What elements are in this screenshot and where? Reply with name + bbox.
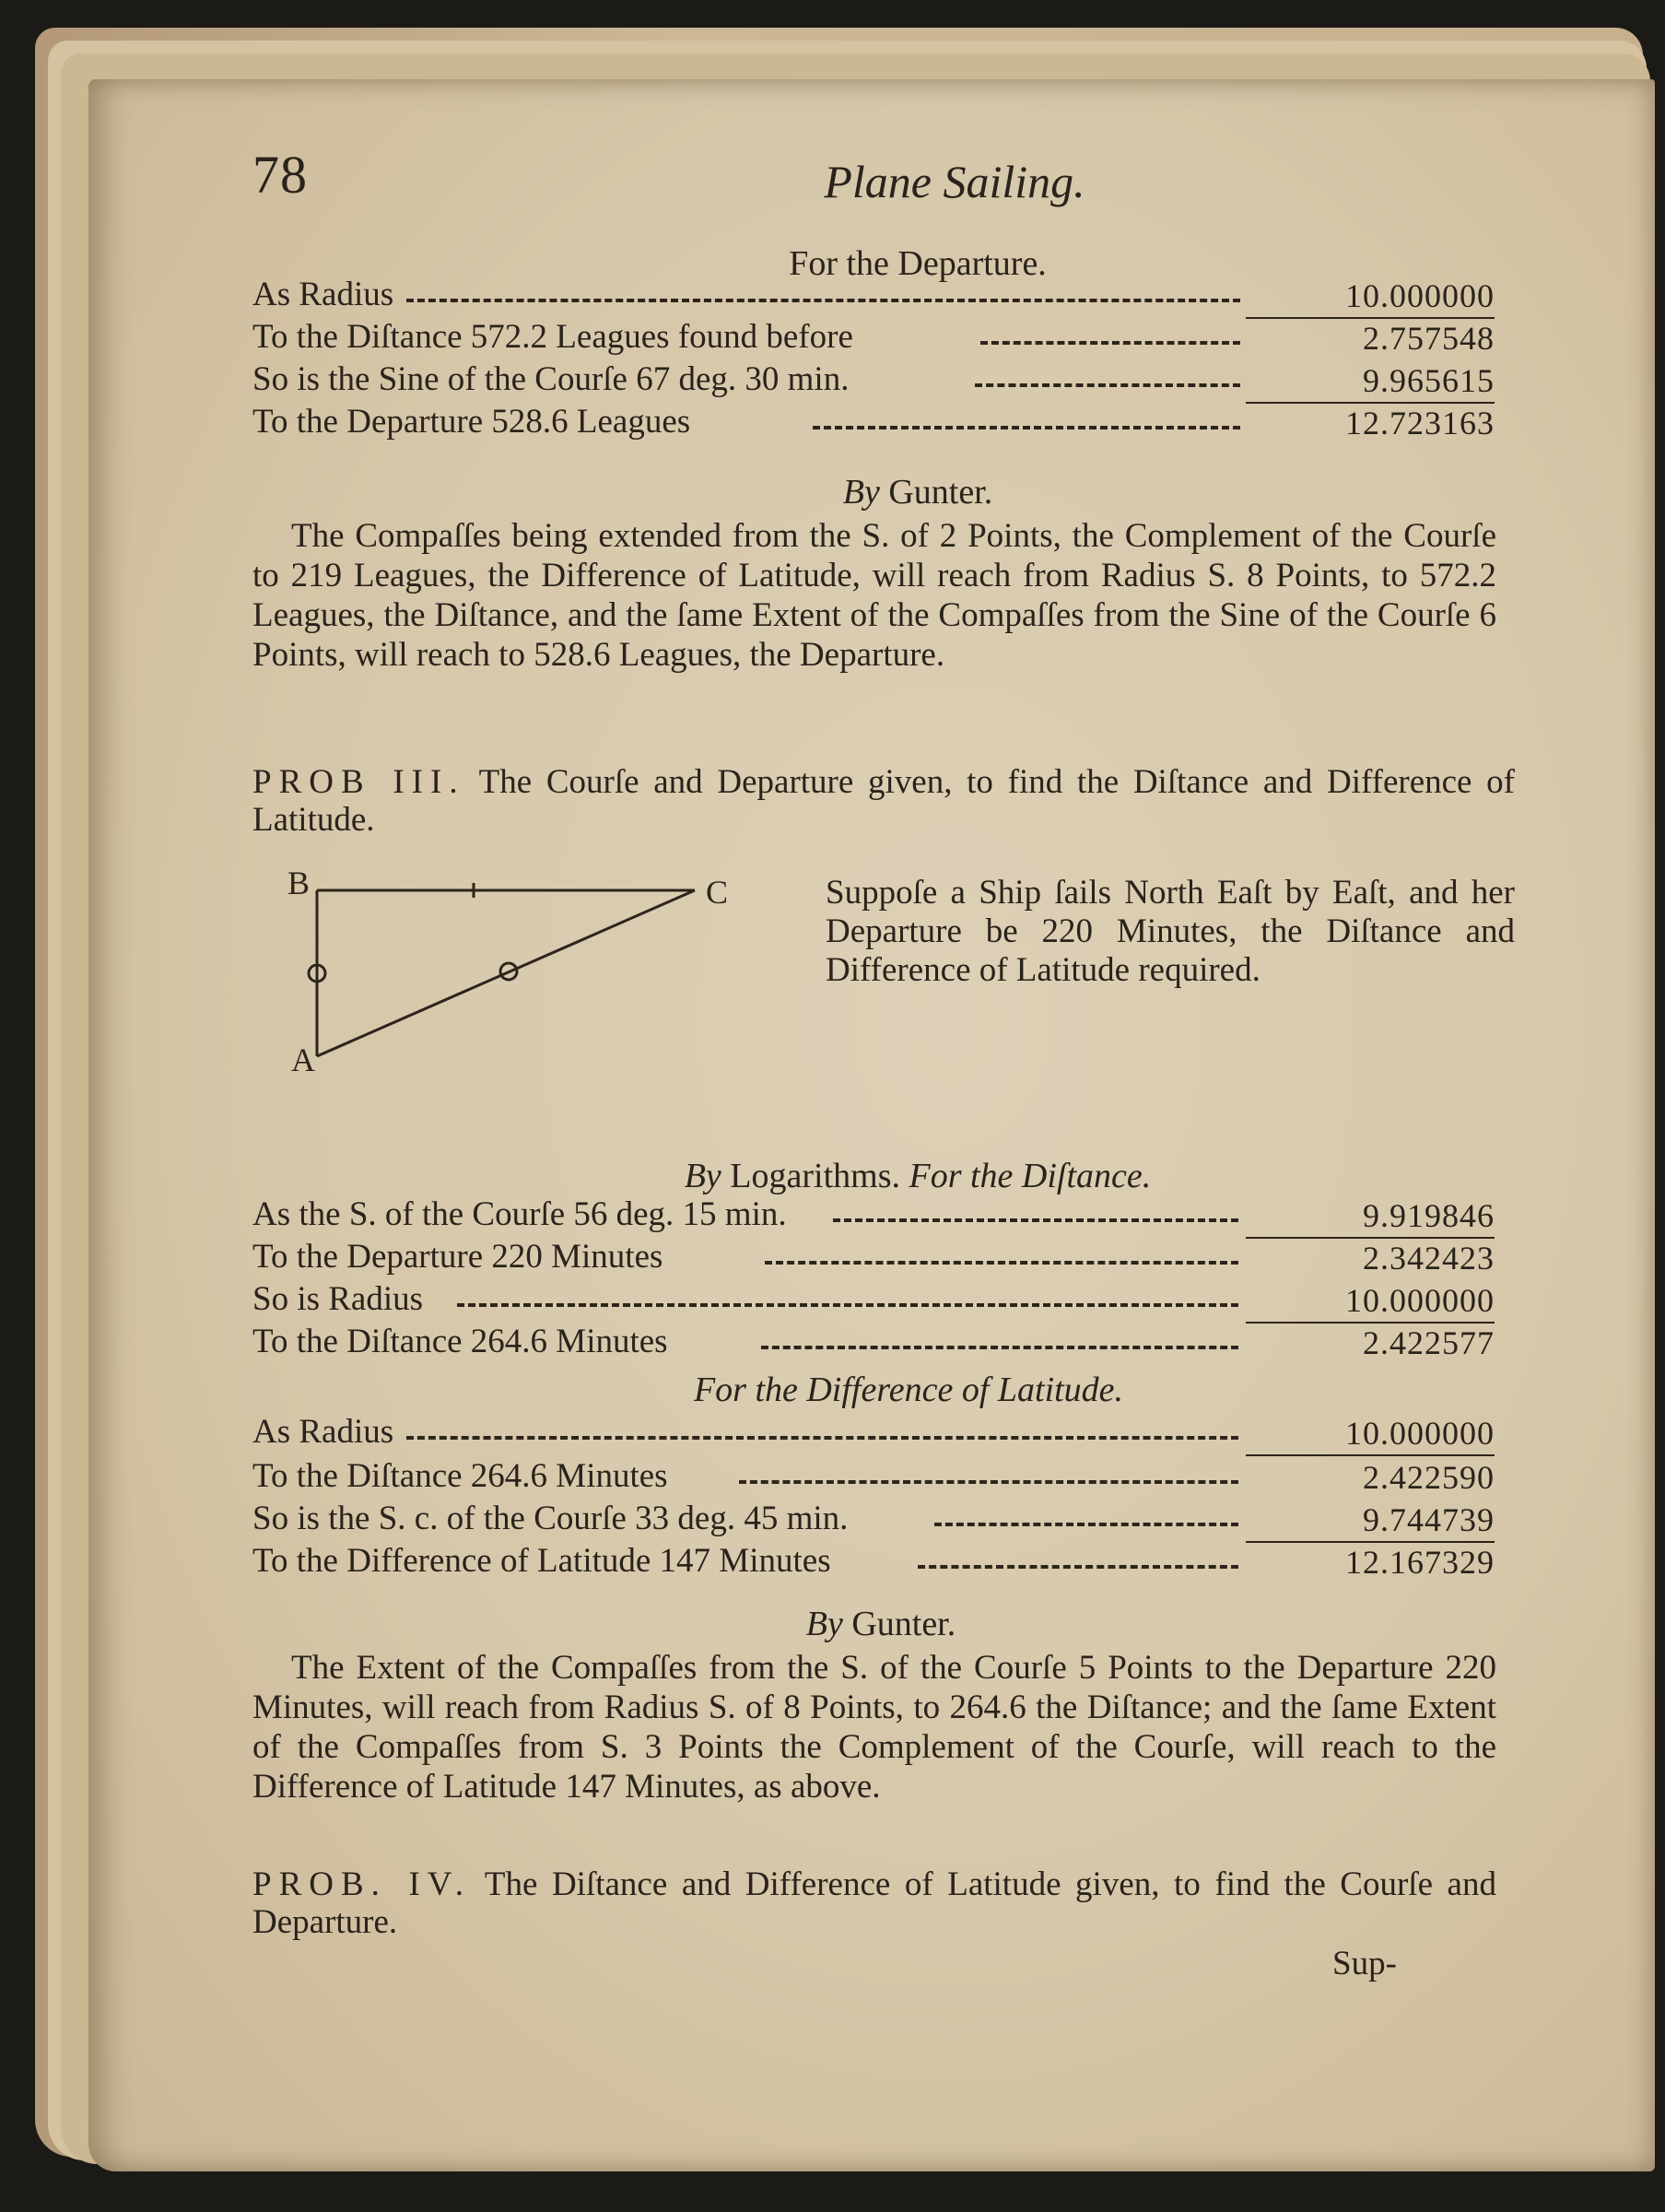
departure-row-1 (88, 275, 1655, 319)
gunter-paragraph-1: The Compaſſes being extended from the S. of 2 Points, the Complement of the Courſe to 219 Leagues, the Difference of Latitude, will reach from Radius S. 8 Points, to 572.2 Leagues, the Diſtance, and the ſame Extent of the Compaſſes from the Sine of the Courſe 6 Points, will reach to 528.6 Leagues, the Departure. (252, 517, 1496, 674)
log-value: 9.744739 (1246, 1500, 1495, 1543)
leader-rule (813, 426, 1240, 429)
triangle-figure (252, 861, 750, 1073)
latitude-heading (586, 1370, 1231, 1410)
calc-label: To the Departure 528.6 Leagues (252, 403, 691, 441)
heading-text: Gunter. (842, 1605, 956, 1643)
calc-label: So is the Sine of the Courſe 67 deg. 30 min. (252, 360, 850, 398)
heading-italic: By (805, 1605, 843, 1643)
page-sheet (88, 79, 1655, 2171)
departure-row-4 (88, 402, 1655, 446)
latitude-row-1 (88, 1412, 1655, 1456)
departure-row-2 (88, 317, 1655, 361)
vertex-label-a: A (291, 1041, 315, 1073)
catchword: Sup- (1332, 1945, 1397, 1983)
latitude-row-2 (88, 1456, 1655, 1500)
log-value: 2.757548 (1363, 320, 1495, 357)
log-value: 10.000000 (1246, 1414, 1495, 1456)
leader-rule (765, 1261, 1238, 1265)
figure-caption: Suppoſe a Ship ſails North Eaſt by Eaſt, and her Departure be 220 Minutes, the Diſtance and Difference of Latitude required. (826, 874, 1515, 989)
calc-label: As Radius (252, 1413, 394, 1451)
calc-label: To the Diſtance 572.2 Leagues found before (252, 318, 853, 356)
leader-rule (934, 1523, 1238, 1526)
log-value: 2.342423 (1363, 1240, 1495, 1277)
calc-label: So is Radius (252, 1280, 424, 1318)
heading-text: Gunter. (879, 473, 993, 512)
logarithms-heading (604, 1156, 1231, 1196)
distance-row-3 (88, 1279, 1655, 1324)
log-value: 12.167329 (1345, 1544, 1495, 1581)
calc-label: As the S. of the Courſe 56 deg. 15 min. (252, 1195, 787, 1233)
calc-label: As Radius (252, 276, 394, 313)
leader-rule (739, 1480, 1238, 1484)
heading-italic: By (842, 473, 880, 512)
problem-text: The Diſtance and Difference of Latitude given, to find the Courſe and Departure. (252, 1865, 1496, 1941)
page-content (88, 79, 1655, 2171)
calc-label: So is the S. c. of the Courſe 33 deg. 45 min. (252, 1500, 849, 1537)
heading-text: Logarithms. (721, 1157, 900, 1195)
calc-label: To the Departure 220 Minutes (252, 1238, 663, 1276)
distance-row-2 (88, 1237, 1655, 1281)
problem-label: PROB III. (252, 763, 465, 801)
leader-rule (406, 299, 1240, 302)
log-value: 9.965615 (1246, 361, 1495, 404)
calc-label: To the Diſtance 264.6 Minutes (252, 1323, 668, 1360)
gunter-heading-2 (641, 1604, 1120, 1644)
running-head-title: Plane Sailing. (824, 156, 1085, 207)
latitude-heading-text: For the Difference of Latitude. (693, 1371, 1124, 1409)
log-value: 2.422590 (1363, 1459, 1495, 1496)
leader-rule (457, 1303, 1238, 1307)
log-value: 10.000000 (1246, 276, 1495, 319)
departure-heading-text: For the Departure. (789, 244, 1047, 283)
triangle-diagram (252, 861, 750, 1073)
leader-rule (980, 341, 1240, 345)
problem-label: PROB. IV. (252, 1865, 471, 1903)
latitude-row-4 (88, 1541, 1655, 1585)
latitude-row-3 (88, 1499, 1655, 1543)
leader-rule (833, 1218, 1238, 1222)
log-value: 12.723163 (1345, 405, 1495, 441)
departure-row-3 (88, 359, 1655, 404)
calc-label: To the Diſtance 264.6 Minutes (252, 1457, 668, 1495)
vertex-label-b: B (287, 865, 311, 901)
leader-rule (406, 1436, 1238, 1440)
leader-rule (761, 1346, 1238, 1349)
log-value: 2.422577 (1363, 1324, 1495, 1361)
page-number: 78 (252, 145, 308, 205)
log-value: 10.000000 (1246, 1281, 1495, 1324)
problem-3 (252, 763, 1515, 839)
log-value: 9.919846 (1246, 1196, 1495, 1239)
heading-italic: By (684, 1157, 721, 1195)
gunter-heading (678, 472, 1157, 512)
side-ac (317, 890, 695, 1056)
leader-rule (918, 1565, 1238, 1569)
calc-label: To the Difference of Latitude 147 Minutes (252, 1542, 831, 1580)
problem-4 (252, 1865, 1496, 1941)
gunter-paragraph-2: The Extent of the Compaſſes from the S. of the Courſe 5 Points to the Departure 220 Minutes, will reach from Radius S. of 8 Points, to 264.6 the Diſtance; and the ſame Extent of the Compaſſes from S. 3 Points the Complement of the Courſe, will reach to the Difference of Latitude 147 Minutes, as above. (252, 1649, 1496, 1806)
vertex-label-c: C (706, 874, 729, 911)
problem-text: The Courſe and Departure given, to find the Diſtance and Difference of Latitude. (252, 763, 1515, 839)
leader-rule (975, 383, 1240, 387)
heading-italic-distance: For the Diſtance. (909, 1157, 1152, 1195)
distance-row-4 (88, 1322, 1655, 1366)
distance-row-1 (88, 1194, 1655, 1239)
